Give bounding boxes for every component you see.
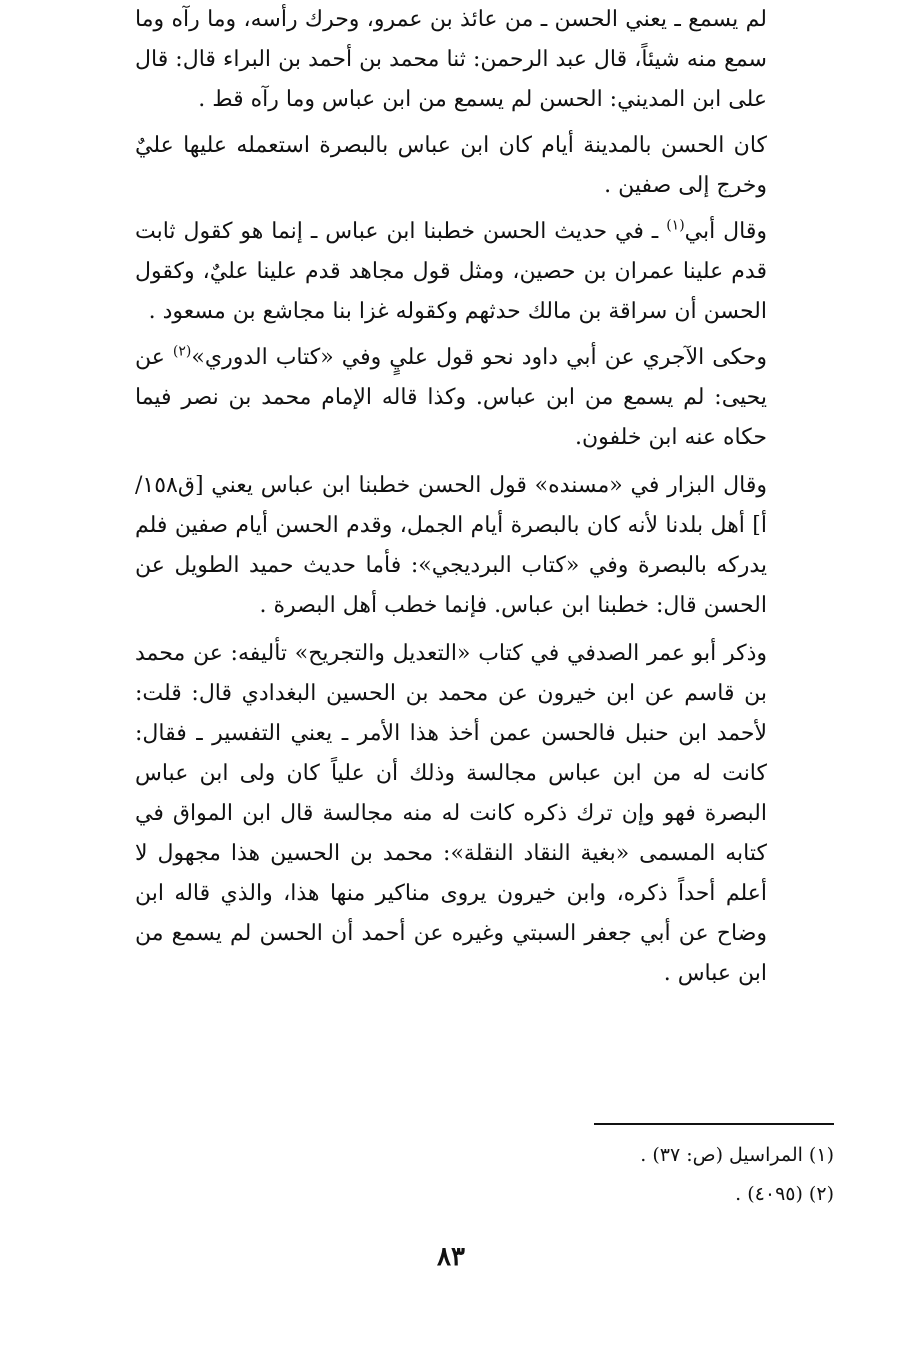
paragraph-4 [135,338,767,458]
paragraph-3-start: وقال أبي [684,219,767,244]
main-text [135,0,767,994]
footnotes [434,1136,834,1214]
paragraph-2: كان الحسن بالمدينة أيام كان ابن عباس بالبصرة استعمله عليها عليٌ وخرج إلى صفين . [135,133,767,198]
footnote-2: (٢) (٤٠٩٥) . [735,1183,834,1205]
footnote-1: (١) المراسيل (ص: ٣٧) . [640,1144,834,1166]
paragraph-6: وذكر أبو عمر الصدفي في كتاب «التعديل والتجريح» تأليفه: عن محمد بن قاسم عن ابن خيرون عن محمد بن الحسين البغدادي قال: قلت: لأحمد ابن حنبل فالحسن عمن أخذ هذا الأمر ـ يعني التفسير ـ فقال: كانت له من ابن عباس مجالسة وذلك أن علياً كان ولى ابن عباس البصرة فهو وإن ترك ذكره كانت له منه مجالسة قال ابن المواق في كتابه المسمى «بغية النقاد النقلة»: محمد بن الحسين هذا مجهول لا أعلم أحداً ذكره، وابن خيرون يروى مناكير منها هذا، والذي قاله ابن وضاح عن أبي جعفر السبتي وغيره عن أحمد أن الحسن لم يسمع من ابن عباس . [135,641,767,986]
page-number: ٨٣ [437,1242,465,1272]
paragraph-1: لم يسمع ـ يعني الحسن ـ من عائذ بن عمرو، وحرك رأسه، وما رآه وما سمع منه شيئاً، قال عبد الرحمن: ثنا محمد بن أحمد بن البراء قال: قال على ابن المديني: الحسن لم يسمع من ابن عباس وما رآه قط . [135,7,767,112]
paragraph-5: وقال البزار في «مسنده» قول الحسن خطبنا ابن عباس يعني [ق١٥٨/أ] أهل بلدنا لأنه كان بالبصرة أيام الجمل، وقدم الحسن أيام صفين فلم يدركه بالبصرة وفي «كتاب البرديجي»: فأما حديث حميد الطويل عن الحسن قال: خطبنا ابن عباس. فإنما خطب أهل البصرة . [135,473,767,618]
paragraph-4-rest: عن يحيى: لم يسمع من ابن عباس. وكذا قاله الإمام محمد بن نصر فيما حكاه عنه ابن خلفون. [135,345,767,450]
footnote-separator [594,1123,834,1125]
footnote-ref-2: (٢) [172,343,192,360]
paragraph-3 [135,212,767,332]
footnote-ref-1: (١) [666,217,685,234]
paragraph-3-rest: ـ في حديث الحسن خطبنا ابن عباس ـ إنما هو كقول ثابت قدم علينا عمران بن حصين، ومثل قول مجاهد قدم علينا عليٌ، وكقول الحسن أن سراقة بن مالك حدثهم وكقوله غزا بنا مجاشع بن مسعود . [135,219,767,324]
paragraph-4-start: وحكى الآجري عن أبي داود نحو قول عليٍ وفي «كتاب الدوري» [191,345,767,370]
